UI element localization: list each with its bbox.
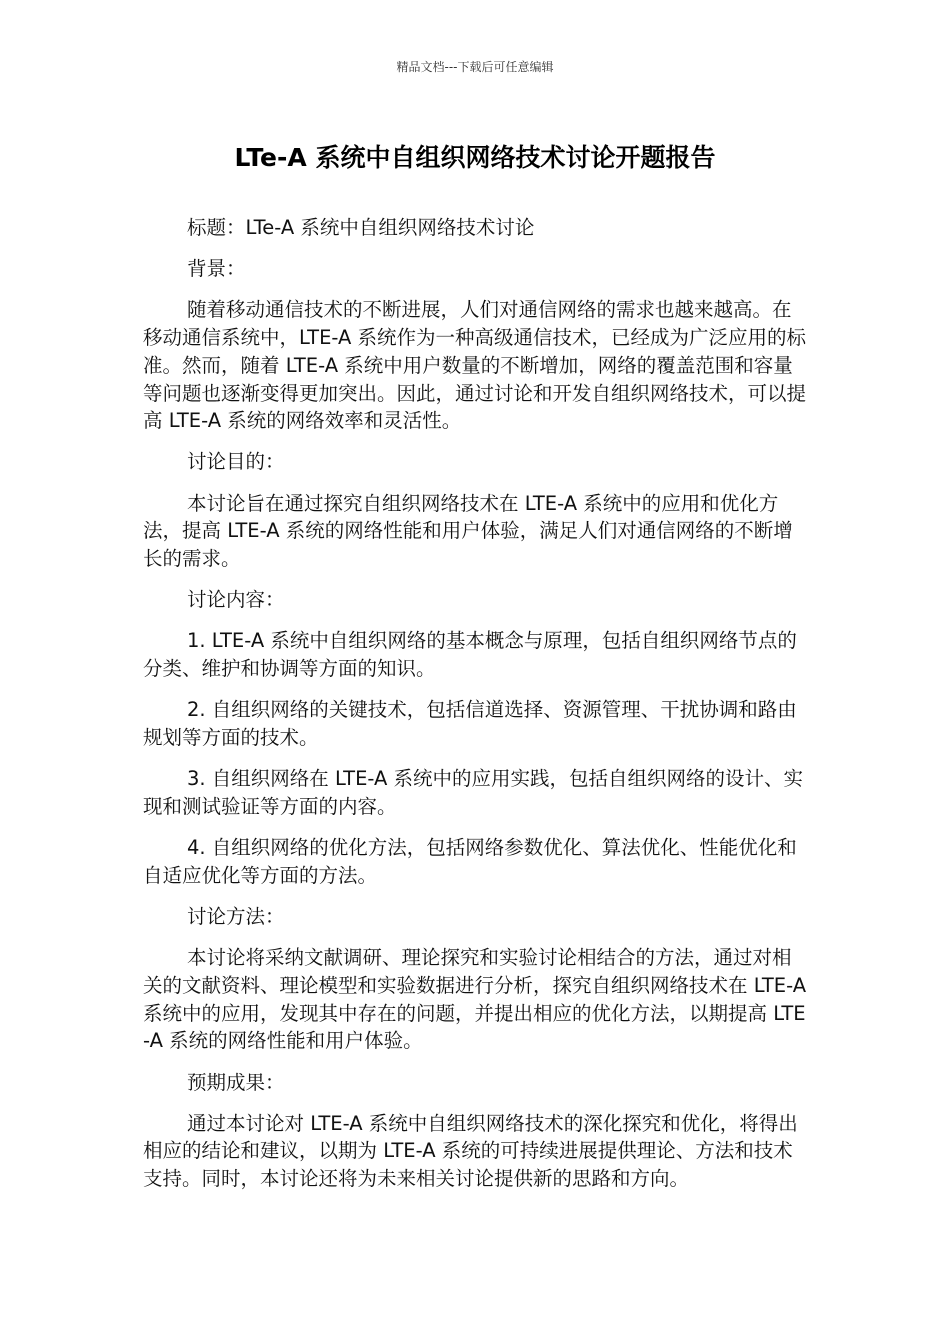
method-heading: 讨论方法： (187, 905, 285, 929)
background-heading: 背景： (187, 257, 246, 281)
document-title: LTe-A 系统中自组织网络技术讨论开题报告 (234, 143, 716, 172)
header-note: 精品文档---下载后可任意编辑 (396, 60, 554, 74)
document-body (143, 214, 807, 1206)
purpose-paragraph: 本讨论旨在通过探究自组织网络技术在 LTE-A 系统中的应用和优化方法，提高 LTE-A 系统的网络性能和用户体验，满足人们对通信网络的不断增长的需求。 (143, 491, 793, 571)
background-paragraph: 随着移动通信技术的不断进展，人们对通信网络的需求也越来越高。在移动通信系统中，LTE-A 系统作为一种高级通信技术，已经成为广泛应用的标准。然而，随着 LTE-A 系统中用户数量的不断增加，网络的覆盖范围和容量等问题也逐渐变得更加突出。因此，通过讨论和开发自组织网络技术，可以提高 LTE-A 系统的网络效率和灵活性。 (143, 298, 807, 433)
content-heading: 讨论内容： (187, 588, 285, 612)
content-item-1: 1. LTE-A 系统中自组织网络的基本概念与原理，包括自组织网络节点的分类、维护和协调等方面的知识。 (143, 629, 797, 681)
content-item-3: 3. 自组织网络在 LTE-A 系统中的应用实践，包括自组织网络的设计、实现和测试验证等方面的内容。 (143, 767, 804, 818)
topic-line: 标题：LTe-A 系统中自组织网络技术讨论 (187, 216, 535, 239)
content-item-2: 2. 自组织网络的关键技术，包括信道选择、资源管理、干扰协调和路由规划等方面的技术。 (143, 698, 797, 750)
outcome-heading: 预期成果： (187, 1070, 285, 1094)
method-paragraph: 本讨论将采纳文献调研、理论探究和实验讨论相结合的方法，通过对相关的文献资料、理论模型和实验数据进行分析，探究自组织网络技术在 LTE-A 系统中的应用，发现其中存在的问题，并提出相应的优化方法，以期提高 LTE-A 系统的网络性能和用户体验。 (143, 946, 807, 1053)
outcome-paragraph: 通过本讨论对 LTE-A 系统中自组织网络技术的深化探究和优化，将得出相应的结论和建议，以期为 LTE-A 系统的可持续进展提供理论、方法和技术支持。同时，本讨论还将为未来相关讨论提供新的思路和方向。 (143, 1111, 798, 1191)
purpose-heading: 讨论目的： (187, 450, 285, 474)
content-item-4: 4. 自组织网络的优化方法，包括网络参数优化、算法优化、性能优化和自适应优化等方面的方法。 (143, 836, 797, 887)
